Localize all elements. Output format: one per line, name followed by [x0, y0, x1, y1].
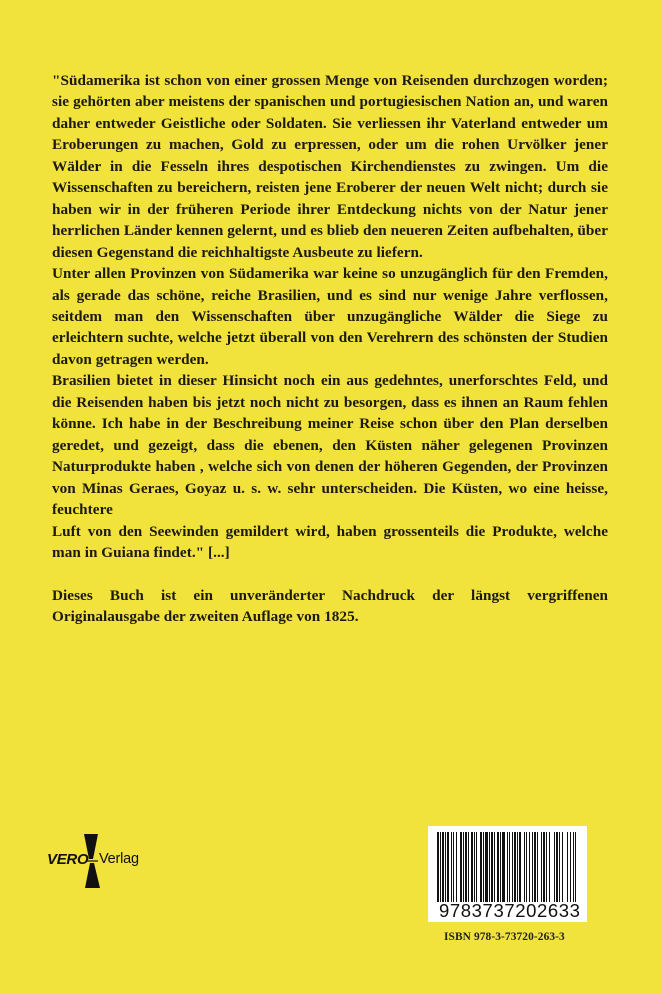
text-line: davon getragen werden. — [52, 350, 209, 368]
publisher-name-vero: VERO — [47, 851, 89, 868]
text-line: diesen Gegenstand die reichhaltigste Ausbeute zu liefern. — [52, 243, 423, 261]
text-line: Luft von den Seewinden gemildert wird, haben grossenteils die Produkte, welche — [52, 522, 608, 540]
blurb-paragraph-2 — [52, 263, 608, 370]
text-line: Originalausgabe der zweiten Auflage von 1825. — [52, 608, 359, 626]
isbn-label: ISBN 978-3-73720-263-3 — [444, 931, 565, 943]
barcode — [428, 826, 587, 922]
text-line: Dieses Buch ist ein unveränderter Nachdruck der längst vergriffenen — [52, 586, 608, 604]
text-line: Wälder in die Fesseln ihres despotischen Kirchendienstes zu zwingen. Um die — [52, 157, 608, 175]
text-line: haben wir in der früheren Periode ihrer Entdeckung nichts von der Natur jener — [52, 200, 608, 218]
text-line: erleichtern suchte, welche jetzt überall von den Verehrern des schönsten der Studien — [52, 329, 608, 347]
text-line: man in Guiana findet." [...] — [52, 543, 230, 561]
text-line: Eroberungen zu machen, Gold zu erpressen, oder um die rohen Urvölker jener — [52, 136, 608, 154]
text-line: als gerade das schöne, reiche Brasilien, und es sind nur wenige Jahre verflossen, — [52, 286, 608, 304]
publisher-logo — [47, 833, 137, 889]
blurb-paragraph-3 — [52, 370, 608, 520]
text-line: sie gehörten aber meistens der spanischen und portugiesischen Nation an, und waren — [52, 93, 608, 111]
paragraph-spacer — [52, 563, 608, 584]
barcode-bars — [437, 832, 579, 902]
text-line: seitdem man den Wissenschaften über unzugängliche Wälder die Siege zu — [52, 307, 608, 325]
blurb-paragraph-1 — [52, 70, 608, 263]
publisher-name-verlag: Verlag — [99, 851, 139, 867]
barcode-bar — [576, 832, 578, 902]
text-line: herrlichen Länder kennen gelernt, und es blieb den neueren Zeiten aufbehalten, über — [52, 222, 608, 240]
barcode-digits: 9783737202633 — [439, 900, 581, 921]
blurb-text — [52, 70, 608, 628]
text-line: Wissenschaften zu bereichern, reisten jene Eroberer der neuen Welt nicht; durch sie — [52, 179, 608, 197]
text-line: Brasilien bietet in dieser Hinsicht noch ein aus gedehntes, unerforschtes Feld, und — [52, 372, 608, 390]
text-line: könne. Ich habe in der Beschreibung meiner Reise schon über den Plan derselben — [52, 415, 608, 433]
blurb-paragraph-4 — [52, 521, 608, 564]
text-line: Unter allen Provinzen von Südamerika war keine so unzugänglich für den Fremden, — [52, 265, 608, 283]
text-line: daher entweder Geistliche oder Soldaten. Sie verliessen ihr Vaterland entweder um — [52, 114, 608, 132]
text-line: feuchtere — [52, 501, 113, 519]
text-line: von Minas Geraes, Goyaz u. s. w. sehr unterscheiden. Die Küsten, wo eine heisse, — [52, 479, 608, 497]
text-line: Naturprodukte haben , welche sich von denen der höheren Gegenden, der Provinzen — [52, 458, 608, 476]
text-line: die Reisenden haben bis jetzt noch nicht zu besorgen, dass es ihnen an Raum fehlen — [52, 393, 608, 411]
text-line: "Südamerika ist schon von einer grossen Menge von Reisenden durchzogen worden; — [52, 72, 608, 89]
reprint-note — [52, 585, 608, 628]
text-line: geredet, und gezeigt, dass die ebenen, den Küsten näher gelegenen Provinzen — [52, 436, 608, 454]
